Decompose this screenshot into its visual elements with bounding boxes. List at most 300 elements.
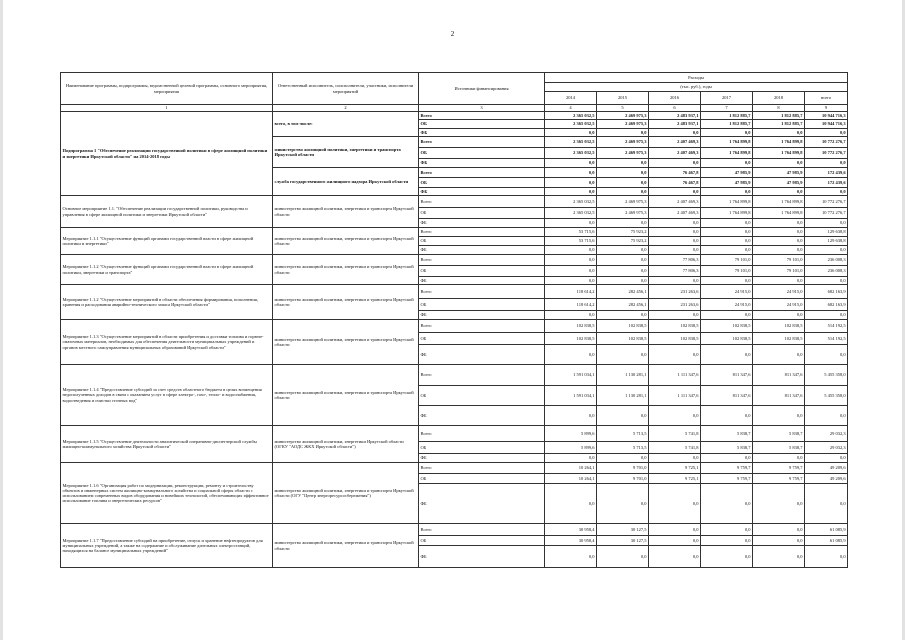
amount-total-cell: 10 772 276,7	[805, 137, 848, 148]
amount-cell: 1 812 885,7	[701, 112, 753, 120]
amount-cell: 2 365 032,5	[545, 120, 597, 129]
amount-cell: 0,0	[597, 454, 649, 463]
amount-total-cell: 172 439,6	[805, 168, 848, 178]
amount-cell: 0,0	[649, 237, 701, 246]
column-number: 8	[753, 105, 805, 112]
amount-cell: 30 127,5	[597, 524, 649, 536]
amount-cell: 0,0	[597, 311, 649, 320]
funding-source: ФБ	[419, 129, 545, 137]
amount-cell: 30 958,4	[545, 524, 597, 536]
amount-cell: 5 899,6	[545, 442, 597, 454]
header-year: 2017	[701, 92, 753, 105]
table-row	[61, 112, 848, 120]
amount-cell: 5 741,8	[649, 426, 701, 442]
table-row	[61, 285, 848, 299]
amount-cell: 9 759,7	[701, 463, 753, 474]
amount-cell: 2 407 469,3	[649, 148, 701, 159]
amount-cell: 0,0	[597, 546, 649, 568]
amount-cell: 9 759,7	[753, 474, 805, 484]
amount-cell: 0,0	[597, 255, 649, 266]
amount-cell: 76 467,8	[649, 168, 701, 178]
amount-cell: 75 923,2	[597, 228, 649, 237]
amount-total-cell: 0,0	[805, 219, 848, 228]
amount-cell: 0,0	[753, 219, 805, 228]
amount-cell: 0,0	[701, 188, 753, 196]
scan-edge-left	[0, 0, 3, 640]
funding-source: ФБ	[419, 311, 545, 320]
amount-cell: 102 838,5	[649, 320, 701, 333]
amount-cell: 0,0	[597, 168, 649, 178]
funding-source: Всего	[419, 365, 545, 386]
amount-cell: 47 985,9	[753, 178, 805, 188]
amount-cell: 0,0	[649, 546, 701, 568]
amount-cell: 0,0	[649, 159, 701, 168]
funding-source: Всего	[419, 137, 545, 148]
amount-cell: 0,0	[701, 159, 753, 168]
funding-source: Всего	[419, 285, 545, 299]
amount-total-cell: 172 439,6	[805, 178, 848, 188]
amount-cell: 0,0	[701, 237, 753, 246]
amount-cell: 1 812 885,7	[753, 112, 805, 120]
amount-cell: 0,0	[649, 524, 701, 536]
amount-cell: 0,0	[701, 219, 753, 228]
amount-cell: 0,0	[649, 129, 701, 137]
amount-total-cell: 0,0	[805, 311, 848, 320]
amount-cell: 75 923,2	[597, 237, 649, 246]
amount-total-cell: 682 163,9	[805, 299, 848, 311]
funding-source: ФБ	[419, 406, 545, 426]
executor-name: министерство жилищной политики, энергетики и транспорта Иркутской области	[273, 320, 419, 365]
amount-cell: 118 614,2	[545, 299, 597, 311]
funding-source: ОБ	[419, 536, 545, 546]
amount-cell: 282 456,1	[597, 285, 649, 299]
amount-cell: 0,0	[649, 345, 701, 365]
funding-source: ОБ	[419, 333, 545, 345]
amount-cell: 5 838,7	[753, 426, 805, 442]
amount-cell: 811 347,6	[701, 386, 753, 406]
column-number: 6	[649, 105, 701, 112]
amount-total-cell: 10 772 276,7	[805, 208, 848, 219]
amount-total-cell: 0,0	[805, 484, 848, 524]
page-number: 2	[450, 30, 455, 38]
amount-cell: 102 838,5	[597, 320, 649, 333]
amount-cell: 47 985,9	[701, 168, 753, 178]
amount-cell: 811 347,6	[753, 386, 805, 406]
program-name: Мероприятие 1.1.7 "Предоставление субсидий на приобретение, отпуск и хранение нефтепродуктов для муниципальных учреждений, а также на содержание и обслуживание дизельных электростанций, находящихся на балансе муниципальных учреждений"	[61, 524, 273, 568]
amount-cell: 53 715,6	[545, 228, 597, 237]
amount-cell: 0,0	[701, 311, 753, 320]
amount-cell: 0,0	[753, 277, 805, 285]
header-executor: Ответственный исполнитель, соисполнители, участники, исполнители мероприятий	[273, 73, 419, 105]
executor-name: министерство жилищной политики, энергетики и транспорта Иркутской области	[273, 255, 419, 285]
program-name: Мероприятие 1.1.2 "Осуществление мероприятий в области обеспечения формирования, пополнения, хранения и расходования аварийно-технического запаса Иркутской области"	[61, 285, 273, 320]
amount-cell: 1 764 899,8	[701, 137, 753, 148]
amount-cell: 0,0	[701, 524, 753, 536]
amount-cell: 9 701,0	[597, 463, 649, 474]
amount-total-cell: 514 192,5	[805, 320, 848, 333]
amount-cell: 9 725,1	[649, 474, 701, 484]
amount-cell: 0,0	[545, 255, 597, 266]
header-expenses: Расходы	[545, 73, 848, 83]
program-name: Мероприятие 1.1.2 "Осуществление функций органами государственной власти в сфере жилищной политики, энергетики и транспорта"	[61, 255, 273, 285]
table-row	[61, 320, 848, 333]
program-name: Мероприятие 1.1.1 "Осуществление функций органами государственной власти в сфере жилищной политики и энергетики"	[61, 228, 273, 255]
funding-source: Всего	[419, 168, 545, 178]
amount-cell: 0,0	[753, 536, 805, 546]
amount-cell: 0,0	[649, 484, 701, 524]
amount-cell: 0,0	[753, 345, 805, 365]
amount-total-cell: 0,0	[805, 454, 848, 463]
amount-cell: 0,0	[597, 219, 649, 228]
amount-total-cell: 5 455 358,0	[805, 365, 848, 386]
amount-cell: 0,0	[597, 406, 649, 426]
amount-cell: 1 812 885,7	[753, 120, 805, 129]
amount-cell: 0,0	[649, 219, 701, 228]
amount-cell: 0,0	[545, 159, 597, 168]
amount-cell: 102 838,5	[649, 333, 701, 345]
amount-total-cell: 0,0	[805, 406, 848, 426]
amount-cell: 9 701,0	[597, 474, 649, 484]
funding-source: ФБ	[419, 345, 545, 365]
amount-cell: 0,0	[701, 536, 753, 546]
amount-cell: 1 591 034,1	[545, 386, 597, 406]
amount-cell: 2 469 975,3	[597, 148, 649, 159]
amount-cell: 1 111 347,6	[649, 386, 701, 406]
funding-source: ОБ	[419, 442, 545, 454]
funding-source: Всего	[419, 196, 545, 208]
table-row	[61, 463, 848, 474]
amount-cell: 0,0	[701, 406, 753, 426]
amount-cell: 47 985,9	[753, 168, 805, 178]
amount-cell: 0,0	[545, 178, 597, 188]
amount-total-cell: 236 008,3	[805, 266, 848, 277]
amount-cell: 0,0	[649, 277, 701, 285]
amount-cell: 0,0	[701, 454, 753, 463]
executor-name: служба государственного жилищного надзора Иркутской области	[273, 168, 419, 196]
funding-source: ОБ	[419, 237, 545, 246]
amount-cell: 10 264,1	[545, 474, 597, 484]
amount-cell: 10 264,1	[545, 463, 597, 474]
amount-cell: 2 407 469,3	[649, 137, 701, 148]
amount-cell: 0,0	[649, 406, 701, 426]
amount-cell: 0,0	[597, 159, 649, 168]
program-name: Основное мероприятие 1.1. "Обеспечение реализации государственной политики, руководства и управления в сфере жилищной политики и энергетики Иркутской области"	[61, 196, 273, 228]
column-number: 1	[61, 105, 273, 112]
amount-cell: 24 915,0	[753, 285, 805, 299]
amount-cell: 2 365 032,5	[545, 137, 597, 148]
funding-source: ФБ	[419, 219, 545, 228]
column-number: 3	[419, 105, 545, 112]
amount-cell: 0,0	[545, 277, 597, 285]
program-name: Мероприятие 1.1.6 "Организация работ по модернизации, реконструкции, ремонту и строительству объектов и инженерных систем жилищно-коммунального хозяйства и социальной сферы области с использованием современных видов оборудования и новейших технологий, обеспечивающих эффективное использование топлива и энергетических ресурсов"	[61, 463, 273, 524]
amount-cell: 0,0	[753, 159, 805, 168]
funding-source: ФБ	[419, 454, 545, 463]
amount-cell: 2 483 937,1	[649, 120, 701, 129]
amount-cell: 0,0	[701, 228, 753, 237]
amount-cell: 0,0	[753, 311, 805, 320]
amount-cell: 0,0	[545, 188, 597, 196]
amount-cell: 0,0	[597, 178, 649, 188]
amount-cell: 1 130 281,1	[597, 365, 649, 386]
amount-cell: 5 838,7	[753, 442, 805, 454]
header-year-total: всего	[805, 92, 848, 105]
amount-cell: 0,0	[753, 454, 805, 463]
amount-cell: 0,0	[649, 536, 701, 546]
header-units: (тыс. руб.), годы	[545, 83, 848, 92]
amount-cell: 0,0	[649, 311, 701, 320]
column-number: 9	[805, 105, 848, 112]
amount-cell: 77 806,3	[649, 266, 701, 277]
funding-source: Всего	[419, 112, 545, 120]
funding-source: ФБ	[419, 246, 545, 255]
table-row	[61, 255, 848, 266]
amount-total-cell: 10 772 276,7	[805, 148, 848, 159]
amount-cell: 102 838,5	[701, 333, 753, 345]
funding-source: ОБ	[419, 120, 545, 129]
amount-cell: 76 467,8	[649, 178, 701, 188]
amount-cell: 2 365 032,5	[545, 208, 597, 219]
amount-cell: 0,0	[701, 277, 753, 285]
amount-cell: 102 838,5	[545, 333, 597, 345]
amount-cell: 79 101,0	[753, 266, 805, 277]
executor-name: министерство жилищной политики, энергетики и транспорта Иркутской области (ОГУ "Центр энергоресурсосбережения")	[273, 463, 419, 524]
funding-source: ОБ	[419, 266, 545, 277]
amount-cell: 30 958,4	[545, 536, 597, 546]
header-year: 2018	[753, 92, 805, 105]
amount-cell: 0,0	[545, 546, 597, 568]
amount-cell: 0,0	[753, 246, 805, 255]
program-name: Мероприятие 1.1.5 "Осуществление деятельности аналитической оперативно-диспетчерской службы жилищно-коммунального хозяйства Иркутской области"	[61, 426, 273, 463]
amount-cell: 0,0	[545, 406, 597, 426]
amount-cell: 0,0	[597, 188, 649, 196]
program-name: Мероприятие 1.1.4 "Предоставление субсидий за счет средств областного бюджета в целях возмещения недополученных доходов в связи с оказанием услуг в сфере электро-, газо-, тепло- и водоснабжения, водоотведения и очистки сточных вод"	[61, 365, 273, 426]
amount-cell: 2 407 469,3	[649, 208, 701, 219]
amount-cell: 0,0	[753, 484, 805, 524]
amount-cell: 1 764 899,8	[701, 196, 753, 208]
amount-cell: 0,0	[649, 188, 701, 196]
amount-total-cell: 129 638,8	[805, 228, 848, 237]
amount-cell: 30 127,5	[597, 536, 649, 546]
amount-cell: 0,0	[753, 129, 805, 137]
amount-cell: 231 263,6	[649, 285, 701, 299]
table-row	[61, 228, 848, 237]
amount-cell: 282 456,1	[597, 299, 649, 311]
amount-cell: 1 764 899,8	[701, 208, 753, 219]
amount-total-cell: 61 085,9	[805, 524, 848, 536]
amount-total-cell: 0,0	[805, 345, 848, 365]
program-name: Подпрограмма 1 "Обеспечение реализации государственной политики в сфере жилищной политики и энергетики Иркутской области" на 2014-2018 годы	[61, 112, 273, 196]
amount-cell: 0,0	[545, 129, 597, 137]
amount-cell: 47 985,9	[701, 178, 753, 188]
header-source: Источники финансирования	[419, 73, 545, 105]
amount-cell: 102 838,5	[753, 333, 805, 345]
amount-cell: 2 365 032,5	[545, 148, 597, 159]
amount-cell: 1 764 899,8	[701, 148, 753, 159]
amount-cell: 0,0	[753, 237, 805, 246]
table-row	[61, 524, 848, 536]
amount-total-cell: 0,0	[805, 546, 848, 568]
amount-cell: 1 812 885,7	[701, 120, 753, 129]
funding-source: ОБ	[419, 299, 545, 311]
amount-cell: 0,0	[597, 129, 649, 137]
funding-source: Всего	[419, 228, 545, 237]
amount-cell: 0,0	[701, 484, 753, 524]
funding-source: ОБ	[419, 148, 545, 159]
funding-source: Всего	[419, 320, 545, 333]
amount-total-cell: 514 192,5	[805, 333, 848, 345]
budget-table	[60, 72, 848, 568]
table-row	[61, 365, 848, 386]
amount-cell: 0,0	[753, 406, 805, 426]
amount-cell: 1 130 281,1	[597, 386, 649, 406]
column-number: 2	[273, 105, 419, 112]
amount-cell: 0,0	[545, 311, 597, 320]
amount-total-cell: 0,0	[805, 188, 848, 196]
amount-cell: 9 759,7	[701, 474, 753, 484]
executor-name: министерство жилищной политики, энергетики и транспорта Иркутской области	[273, 285, 419, 320]
amount-cell: 0,0	[545, 345, 597, 365]
amount-cell: 0,0	[545, 266, 597, 277]
amount-cell: 2 469 975,3	[597, 196, 649, 208]
amount-cell: 0,0	[701, 129, 753, 137]
amount-cell: 0,0	[753, 524, 805, 536]
amount-cell: 0,0	[597, 246, 649, 255]
amount-cell: 1 764 899,8	[753, 196, 805, 208]
header-program: Наименование программы, подпрограммы, ведомственной целевой программы, основного мероприятия, мероприятия	[61, 73, 273, 105]
amount-cell: 1 111 347,6	[649, 365, 701, 386]
amount-cell: 0,0	[545, 219, 597, 228]
amount-cell: 0,0	[545, 168, 597, 178]
amount-cell: 79 101,0	[753, 255, 805, 266]
executor-name: министерство жилищной политики, энергетики и транспорта Иркутской области	[273, 196, 419, 228]
amount-total-cell: 29 032,3	[805, 442, 848, 454]
funding-source: Всего	[419, 255, 545, 266]
amount-cell: 118 614,2	[545, 285, 597, 299]
amount-cell: 0,0	[545, 484, 597, 524]
funding-source: ФБ	[419, 277, 545, 285]
amount-cell: 102 838,5	[753, 320, 805, 333]
executor-name: министерство жилищной политики, энергетики и транспорта Иркутской области	[273, 228, 419, 255]
funding-source: Всего	[419, 426, 545, 442]
funding-source: ОБ	[419, 178, 545, 188]
column-number: 7	[701, 105, 753, 112]
amount-total-cell: 129 638,8	[805, 237, 848, 246]
funding-source: ОБ	[419, 386, 545, 406]
amount-cell: 0,0	[753, 228, 805, 237]
funding-source: Всего	[419, 524, 545, 536]
amount-cell: 811 347,6	[753, 365, 805, 386]
amount-cell: 79 101,0	[701, 255, 753, 266]
amount-cell: 5 741,8	[649, 442, 701, 454]
amount-total-cell: 0,0	[805, 129, 848, 137]
amount-cell: 811 347,6	[701, 365, 753, 386]
column-number: 5	[597, 105, 649, 112]
amount-cell: 0,0	[597, 345, 649, 365]
amount-total-cell: 682 163,9	[805, 285, 848, 299]
amount-cell: 9 725,1	[649, 463, 701, 474]
header-year: 2015	[597, 92, 649, 105]
amount-cell: 102 838,5	[545, 320, 597, 333]
amount-cell: 2 469 975,3	[597, 208, 649, 219]
amount-cell: 0,0	[701, 246, 753, 255]
amount-cell: 0,0	[753, 546, 805, 568]
amount-cell: 0,0	[597, 277, 649, 285]
amount-cell: 0,0	[545, 454, 597, 463]
amount-total-cell: 236 008,3	[805, 255, 848, 266]
amount-cell: 24 915,0	[753, 299, 805, 311]
amount-cell: 0,0	[649, 246, 701, 255]
amount-total-cell: 49 209,6	[805, 474, 848, 484]
amount-total-cell: 0,0	[805, 159, 848, 168]
amount-cell: 5 838,7	[701, 426, 753, 442]
funding-source: ФБ	[419, 484, 545, 524]
amount-cell: 24 915,0	[701, 285, 753, 299]
executor-name: всего, в том числе:	[273, 112, 419, 137]
amount-cell: 0,0	[545, 246, 597, 255]
amount-cell: 2 407 469,3	[649, 196, 701, 208]
amount-cell: 5 838,7	[701, 442, 753, 454]
amount-total-cell: 10 944 716,3	[805, 120, 848, 129]
amount-cell: 231 263,6	[649, 299, 701, 311]
amount-cell: 0,0	[597, 266, 649, 277]
amount-cell: 0,0	[649, 454, 701, 463]
amount-cell: 1 764 899,8	[753, 208, 805, 219]
funding-source: ОБ	[419, 208, 545, 219]
amount-total-cell: 0,0	[805, 246, 848, 255]
program-name: Мероприятие 1.1.3 "Осуществление мероприятий в области приобретения и доставки топлива и горюче-смазочных материалов, необходимых для обеспечения деятельности муниципальных учреждений и органов местного самоуправления муниципальных образований Иркутской области"	[61, 320, 273, 365]
amount-cell: 0,0	[597, 484, 649, 524]
amount-cell: 5 899,6	[545, 426, 597, 442]
header-year: 2014	[545, 92, 597, 105]
executor-name: министерство жилищной политики, энергетики и транспорта Иркутской области	[273, 365, 419, 426]
funding-source: ФБ	[419, 159, 545, 168]
amount-cell: 77 806,3	[649, 255, 701, 266]
amount-total-cell: 49 209,6	[805, 463, 848, 474]
amount-cell: 1 764 899,8	[753, 137, 805, 148]
amount-cell: 2 483 937,1	[649, 112, 701, 120]
amount-cell: 2 469 975,3	[597, 112, 649, 120]
executor-name: министерство жилищной политики, энергетики и транспорта Иркутской области	[273, 524, 419, 568]
funding-source: ОБ	[419, 474, 545, 484]
header-year: 2016	[649, 92, 701, 105]
amount-total-cell: 10 772 276,7	[805, 196, 848, 208]
amount-total-cell: 61 085,9	[805, 536, 848, 546]
column-number: 4	[545, 105, 597, 112]
amount-cell: 102 838,5	[701, 320, 753, 333]
amount-total-cell: 29 032,3	[805, 426, 848, 442]
executor-name: министерство жилищной политики, энергетики Иркутской области (ОГКУ "АОДС ЖКХ Иркутской области")	[273, 426, 419, 463]
amount-cell: 1 591 034,1	[545, 365, 597, 386]
amount-total-cell: 5 455 358,0	[805, 386, 848, 406]
funding-source: Всего	[419, 463, 545, 474]
amount-cell: 0,0	[649, 228, 701, 237]
amount-cell: 2 365 032,5	[545, 196, 597, 208]
amount-cell: 24 915,0	[701, 299, 753, 311]
amount-cell: 79 101,0	[701, 266, 753, 277]
amount-cell: 0,0	[701, 345, 753, 365]
amount-cell: 5 713,5	[597, 442, 649, 454]
amount-cell: 2 365 032,5	[545, 112, 597, 120]
amount-cell: 2 469 975,3	[597, 120, 649, 129]
amount-cell: 9 759,7	[753, 463, 805, 474]
amount-cell: 102 838,5	[597, 333, 649, 345]
amount-total-cell: 0,0	[805, 277, 848, 285]
amount-total-cell: 10 944 716,3	[805, 112, 848, 120]
amount-cell: 0,0	[701, 546, 753, 568]
executor-name: министерство жилищной политики, энергетики и транспорта Иркутской области	[273, 137, 419, 168]
funding-source: ФБ	[419, 546, 545, 568]
table-row	[61, 196, 848, 208]
